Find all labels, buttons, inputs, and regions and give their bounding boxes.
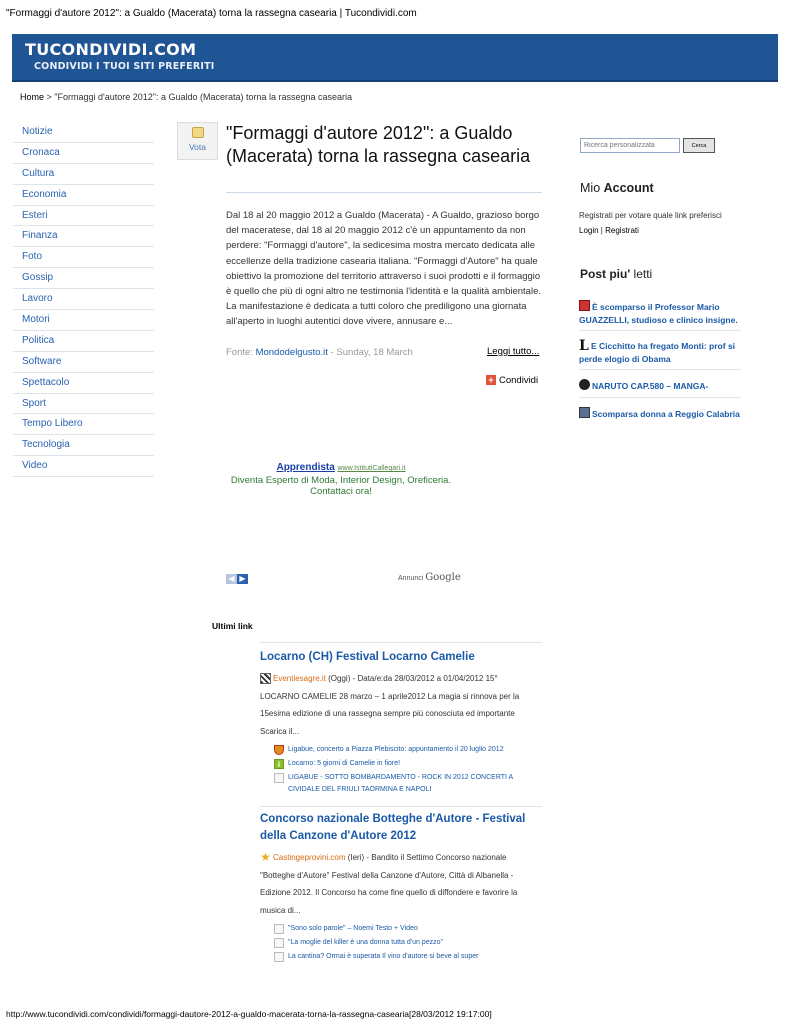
ad-prev-arrow-icon[interactable]: ◀ bbox=[226, 574, 237, 584]
related-link[interactable] bbox=[274, 744, 542, 756]
source-favicon-icon bbox=[260, 673, 271, 684]
read-more-link[interactable]: Leggi tutto... bbox=[487, 346, 540, 357]
most-read-item[interactable] bbox=[579, 298, 741, 331]
related-link-label: LIGABUE - SOTTO BOMBARDAMENTO - ROCK IN 2012 CONCERTI A CIVIDALE DEL FRIULI TAORMINA E NAPOLI bbox=[288, 774, 513, 793]
list-item bbox=[260, 649, 542, 807]
ad-next-arrow-icon[interactable]: ▶ bbox=[237, 574, 248, 584]
related-link-label: La cantina? Ormai è superata Il vino d'autore si beve al super bbox=[288, 953, 479, 960]
news-thumbnail-icon bbox=[579, 300, 590, 311]
article-source-line bbox=[226, 347, 413, 358]
share-label: Condividi bbox=[499, 375, 539, 386]
breadcrumb-separator: > bbox=[44, 92, 55, 102]
link-title[interactable]: Locarno (CH) Festival Locarno Camelie bbox=[260, 651, 475, 663]
ad-text: Diventa Esperto di Moda, Interior Design, Oreficeria. Contattaci ora! bbox=[230, 474, 452, 497]
related-link[interactable] bbox=[274, 758, 542, 770]
sidebar-item-finanza[interactable]: Finanza bbox=[13, 226, 154, 247]
login-link[interactable]: Login bbox=[579, 225, 599, 235]
google-wordmark: Google bbox=[425, 572, 461, 583]
search-input[interactable] bbox=[580, 138, 680, 153]
most-read-item[interactable] bbox=[579, 405, 741, 425]
link-meta-text: (Ieri) - Bandito il Settimo Concorso nazionale bbox=[345, 853, 507, 862]
most-read-label: NARUTO CAP.580 – MANGA- bbox=[592, 381, 709, 391]
info-icon: i bbox=[274, 759, 284, 769]
link-excerpt: "Botteghe d'Autore" Festival della Canzone d'Autore, Città di Albanella - Edizione 2012. Il Concorso ha come fine quello di diffondere e favorire la musica di... bbox=[260, 870, 518, 915]
most-read-heading bbox=[580, 267, 652, 281]
ball-icon bbox=[579, 379, 590, 390]
page-icon bbox=[274, 938, 284, 948]
sidebar-item-lavoro[interactable]: Lavoro bbox=[13, 289, 154, 310]
sidebar-item-sport[interactable]: Sport bbox=[13, 394, 154, 415]
most-read-label: Scomparsa donna a Reggio Calabria bbox=[592, 408, 740, 419]
most-read-heading-light: letti bbox=[630, 267, 653, 281]
sidebar-item-cultura[interactable]: Cultura bbox=[13, 164, 154, 185]
breadcrumb-home-link[interactable]: Home bbox=[20, 92, 45, 102]
link-title[interactable]: Concorso nazionale Botteghe d'Autore - Festival della Canzone d'Autore 2012 bbox=[260, 813, 526, 842]
account-heading-light: Mio bbox=[580, 181, 604, 195]
photo-thumbnail-icon bbox=[579, 407, 590, 418]
related-link[interactable] bbox=[274, 951, 542, 963]
page-icon bbox=[274, 773, 284, 783]
print-footer-url: http://www.tucondividi.com/condividi/formaggi-dautore-2012-a-gualdo-macerata-torna-la-rassegna-casearia[28/03/2012 19:17:00] bbox=[6, 1009, 492, 1019]
shield-icon bbox=[274, 745, 284, 755]
star-icon: ★ bbox=[260, 850, 271, 865]
ultimi-link-heading: Ultimi link bbox=[212, 621, 253, 631]
related-link[interactable] bbox=[274, 772, 542, 796]
link-source[interactable]: Castingeprovini.com bbox=[273, 853, 346, 862]
link-meta-text: (Oggi) - Data/e:da 28/03/2012 a 01/04/2012 15° bbox=[325, 674, 498, 683]
print-page-title: "Formaggi d'autore 2012": a Gualdo (Macerata) torna la rassegna casearia | Tucondividi.com bbox=[6, 8, 417, 19]
site-banner bbox=[12, 34, 778, 82]
account-panel bbox=[579, 209, 722, 238]
letter-l-icon: L bbox=[579, 338, 589, 354]
sidebar-item-software[interactable]: Software bbox=[13, 352, 154, 373]
ad-title-link[interactable]: Apprendista bbox=[276, 462, 335, 473]
item-divider bbox=[260, 806, 542, 807]
most-read-label: È scomparso il Professor Mario GUAZZELLI, studioso e clinico insigne. bbox=[579, 302, 738, 325]
related-link[interactable] bbox=[274, 923, 542, 935]
link-source[interactable]: Eventiesagre.it bbox=[273, 674, 326, 683]
vote-icon bbox=[192, 127, 204, 138]
related-links bbox=[274, 923, 542, 963]
site-tagline: CONDIVIDI I TUOI SITI PREFERITI bbox=[34, 61, 215, 72]
ad-navigation bbox=[226, 572, 248, 584]
most-read-label: E Cicchitto ha fregato Monti: prof si perde elogio di Obama bbox=[579, 341, 736, 364]
account-heading-bold: Account bbox=[603, 181, 654, 195]
related-link-label: Locarno: 5 giorni di Camelie in fiore! bbox=[288, 760, 401, 767]
most-read-item[interactable] bbox=[579, 377, 741, 398]
most-read-list bbox=[579, 298, 741, 431]
related-links bbox=[274, 744, 542, 796]
most-read-item[interactable] bbox=[579, 338, 741, 370]
ad-google-label[interactable] bbox=[398, 572, 461, 583]
category-sidebar bbox=[13, 122, 154, 477]
plus-icon: + bbox=[486, 375, 496, 385]
account-separator: | bbox=[598, 225, 606, 235]
search-button[interactable]: Cerca bbox=[683, 138, 715, 153]
related-link-label: Ligabue, concerto a Piazza Plebiscito: appuntamento il 20 luglio 2012 bbox=[288, 746, 504, 753]
sidebar-item-motori[interactable]: Motori bbox=[13, 310, 154, 331]
sidebar-item-politica[interactable]: Politica bbox=[13, 331, 154, 352]
site-logo[interactable]: TUCONDIVIDI.COM bbox=[25, 40, 197, 59]
section-divider bbox=[260, 642, 542, 643]
sidebar-item-gossip[interactable]: Gossip bbox=[13, 268, 154, 289]
page-icon bbox=[274, 952, 284, 962]
article-title: "Formaggi d'autore 2012": a Gualdo (Macerata) torna la rassegna casearia bbox=[226, 123, 531, 166]
source-prefix: Fonte: bbox=[226, 347, 256, 358]
breadcrumb bbox=[20, 92, 352, 102]
sidebar-item-spettacolo[interactable]: Spettacolo bbox=[13, 373, 154, 394]
ad-unit bbox=[214, 462, 468, 498]
vote-button[interactable] bbox=[177, 122, 218, 160]
sidebar-item-notizie[interactable]: Notizie bbox=[13, 122, 154, 143]
related-link-label: "La moglie del killer è una donna tutta d'un pezzo" bbox=[288, 939, 443, 946]
sidebar-item-cronaca[interactable]: Cronaca bbox=[13, 143, 154, 164]
register-link[interactable]: Registrati bbox=[605, 225, 639, 235]
link-meta bbox=[260, 849, 542, 867]
page-icon bbox=[274, 924, 284, 934]
title-divider bbox=[226, 192, 542, 193]
sidebar-item-tempo-libero[interactable]: Tempo Libero bbox=[13, 414, 154, 435]
link-excerpt: LOCARNO CAMELIE 28 marzo – 1 aprile2012 La magia si rinnova per la 15esima edizione di una rassegna sempre più conosciuta ed importante Scarica il... bbox=[260, 691, 520, 736]
vote-label: Vota bbox=[188, 142, 207, 152]
list-item bbox=[260, 811, 542, 965]
account-info-text: Registrati per votare quale link preferisci bbox=[579, 211, 722, 220]
ad-annunci-label: Annunci bbox=[398, 575, 424, 582]
article-date: - Sunday, 18 March bbox=[327, 347, 413, 358]
account-heading bbox=[580, 181, 654, 195]
share-button[interactable] bbox=[486, 375, 538, 386]
sidebar-item-foto[interactable]: Foto bbox=[13, 247, 154, 268]
sidebar-item-economia[interactable]: Economia bbox=[13, 185, 154, 206]
sidebar-item-tecnologia[interactable]: Tecnologia bbox=[13, 435, 154, 456]
search-form bbox=[580, 138, 715, 153]
sidebar-item-video[interactable]: Video bbox=[13, 456, 154, 477]
ad-url-link[interactable]: www.IstitutiCallegari.it bbox=[337, 465, 406, 472]
link-meta bbox=[260, 670, 542, 688]
related-link-label: "Sono solo parole" – Noemi Testo + Video bbox=[288, 925, 418, 932]
sidebar-item-esteri[interactable]: Esteri bbox=[13, 206, 154, 227]
related-link[interactable] bbox=[274, 937, 542, 949]
most-read-heading-bold: Post piu' bbox=[580, 267, 631, 281]
article-body: Dal 18 al 20 maggio 2012 a Gualdo (Macerata) - A Gualdo, grazioso borgo del maceratese, dal 18 al 20 maggio 2012 c'è un appuntamento da non perdere: "Formaggi d'autore", la sedicesima mostra mercato dedicata alle eccellenze della tradizione casearia italiana. "Formaggi d'Autore" ha quale obiettivo la promozione del territorio attraverso i suoi prodotti e il formaggio è quello che più di ogni altro ne testimonia l'identità e la qualità ambientale. La manifestazione è dedicata a tutti coloro che prediligono una giornata all'aperto in luoghi autentici dove vivere, annusare e... bbox=[226, 210, 541, 328]
breadcrumb-current: "Formaggi d'autore 2012": a Gualdo (Macerata) torna la rassegna casearia bbox=[54, 92, 353, 102]
source-link[interactable]: Mondodelgusto.it bbox=[255, 347, 328, 358]
